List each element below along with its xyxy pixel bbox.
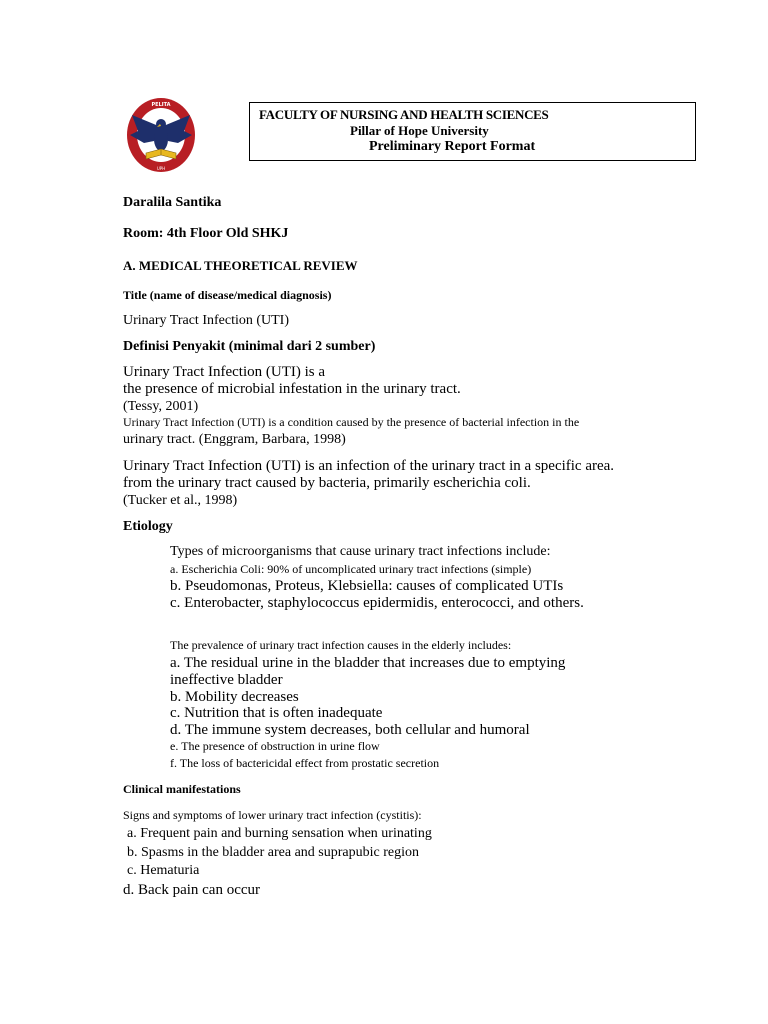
definition-heading: Definisi Penyakit (minimal dari 2 sumber) [123, 339, 376, 354]
list-item: ineffective bladder [170, 672, 283, 688]
title-label: Title (name of disease/medical diagnosis) [123, 288, 332, 302]
definition-citation: (Tucker et al., 1998) [123, 493, 238, 508]
list-item: c. Hematuria [127, 863, 200, 878]
clinical-heading: Clinical manifestations [123, 782, 241, 796]
etiology-intro: Types of microorganisms that cause urinary tract infections include: [170, 544, 551, 559]
report-format-title: Preliminary Report Format [369, 139, 536, 154]
clinical-intro: Signs and symptoms of lower urinary tract infection (cystitis): [123, 808, 422, 822]
list-item: e. The presence of obstruction in urine flow [170, 739, 380, 753]
university-name: Pillar of Hope University [350, 123, 489, 138]
list-item: b. Spasms in the bladder area and suprapubic region [127, 845, 419, 860]
definition-citation: (Tessy, 2001) [123, 399, 199, 414]
student-name: Daralila Santika [123, 195, 222, 210]
faculty-title: FACULTY OF NURSING AND HEALTH SCIENCES [259, 107, 549, 122]
definition-line: Urinary Tract Infection (UTI) is a condition caused by the presence of bacterial infection in the [123, 415, 580, 429]
definition-line: Urinary Tract Infection (UTI) is a [123, 364, 326, 380]
list-item: c. Enterobacter, staphylococcus epidermidis, enterococci, and others. [170, 595, 584, 611]
section-heading: A. MEDICAL THEORETICAL REVIEW [123, 258, 358, 273]
list-item: d. The immune system decreases, both cellular and humoral [170, 722, 530, 738]
svg-text:PELITA: PELITA [151, 102, 171, 108]
elderly-intro: The prevalence of urinary tract infection causes in the elderly includes: [170, 638, 512, 652]
definition-line: Urinary Tract Infection (UTI) is an infection of the urinary tract in a specific area. [123, 458, 615, 474]
svg-text:UPH: UPH [156, 166, 166, 171]
definition-line: from the urinary tract caused by bacteria, primarily escherichia coli. [123, 475, 531, 491]
list-item: a. Frequent pain and burning sensation when urinating [127, 826, 432, 841]
list-item: b. Pseudomonas, Proteus, Klebsiella: causes of complicated UTIs [170, 578, 564, 594]
university-logo [124, 97, 198, 179]
definition-line: the presence of microbial infestation in the urinary tract. [123, 381, 461, 397]
title-value: Urinary Tract Infection (UTI) [123, 313, 290, 328]
list-item: a. The residual urine in the bladder that increases due to emptying [170, 655, 566, 671]
definition-line: urinary tract. (Enggram, Barbara, 1998) [123, 432, 346, 447]
list-item: f. The loss of bactericidal effect from prostatic secretion [170, 756, 440, 770]
list-item: c. Nutrition that is often inadequate [170, 705, 383, 721]
list-item: d. Back pain can occur [123, 882, 261, 898]
room-info: Room: 4th Floor Old SHKJ [123, 226, 289, 241]
list-item: a. Escherichia Coli: 90% of uncomplicated urinary tract infections (simple) [170, 562, 532, 576]
etiology-heading: Etiology [123, 519, 173, 534]
list-item: b. Mobility decreases [170, 689, 299, 705]
